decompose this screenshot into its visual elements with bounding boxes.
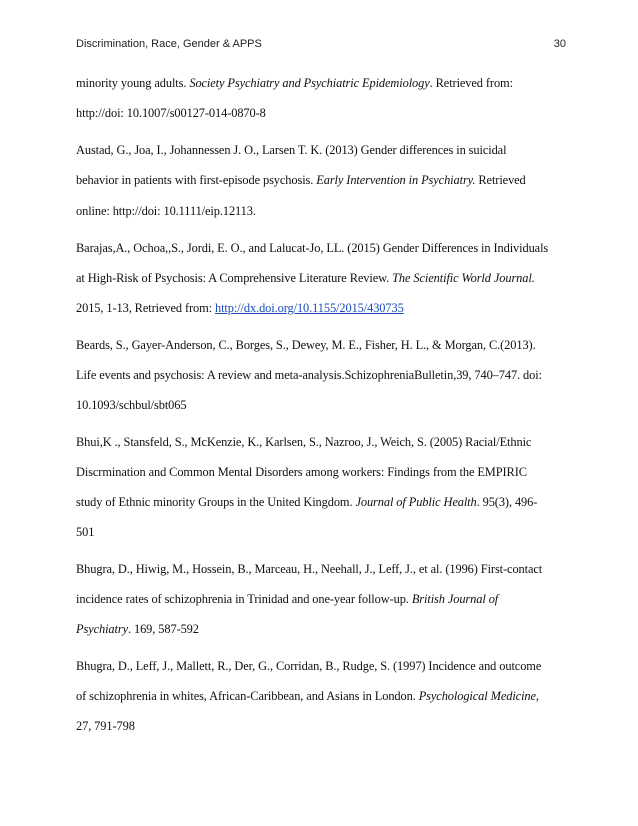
reference-line: Bhugra, D., Hiwig, M., Hossein, B., Marceau, H., Neehall, J., Leff, J., et al. (1996) First-contact: [76, 562, 543, 576]
journal-title: British Journal of: [411, 592, 499, 606]
reference-line: incidence rates of schizophrenia in Trinidad and one-year follow-up. British Journal of: [76, 592, 499, 606]
page-number: 30: [553, 38, 566, 50]
reference-line: 501: [76, 525, 95, 539]
journal-title: Journal of Public Health: [355, 495, 477, 509]
journal-title: Early Intervention in Psychiatry.: [316, 173, 476, 187]
reference-line: 10.1093/schbul/sbt065: [76, 398, 187, 412]
reference-line: Life events and psychosis: A review and meta-analysis.SchizophreniaBulletin,39, 740–747. doi:: [76, 368, 542, 382]
reference-line: 27, 791-798: [76, 719, 135, 733]
doi-link[interactable]: http://dx.doi.org/10.1155/2015/430735: [214, 301, 404, 315]
reference-line: Beards, S., Gayer-Anderson, C., Borges, S., Dewey, M. E., Fisher, H. L., & Morgan, C.(2013).: [76, 338, 536, 352]
running-header: [76, 38, 566, 50]
journal-title: Society Psychiatry and Psychiatric Epidemiology: [189, 76, 430, 90]
reference-line: http://doi: 10.1007/s00127-014-0870-8: [76, 106, 266, 120]
reference-line: Barajas,A., Ochoa,,S., Jordi, E. O., and Lalucat-Jo, LL. (2015) Gender Differences in Individuals: [76, 241, 549, 255]
reference-line: at High-Risk of Psychosis: A Comprehensive Literature Review. The Scientific World Journal.: [76, 271, 535, 285]
journal-title: Psychological Medicine,: [418, 689, 539, 703]
reference-line: online: http://doi: 10.1111/eip.12113.: [76, 204, 256, 218]
reference-line: Discrmination and Common Mental Disorders among workers: Findings from the EMPIRIC: [76, 465, 527, 479]
reference-line: Austad, G., Joa, I., Johannessen J. O., Larsen T. K. (2013) Gender differences in suicidal: [76, 143, 507, 157]
reference-line: Bhugra, D., Leff, J., Mallett, R., Der, G., Corridan, B., Rudge, S. (1997) Incidence and outcome: [76, 659, 542, 673]
reference-line: 2015, 1-13, Retrieved from: http://dx.doi.org/10.1155/2015/430735: [76, 301, 404, 315]
reference-line: of schizophrenia in whites, African-Caribbean, and Asians in London. Psychological Medicine,: [76, 689, 539, 703]
reference-line: study of Ethnic minority Groups in the United Kingdom. Journal of Public Health. 95(3), 496-: [76, 495, 538, 509]
running-head-title: Discrimination, Race, Gender & APPS: [76, 38, 262, 50]
reference-line: behavior in patients with first-episode psychosis. Early Intervention in Psychiatry. Retrieved: [76, 173, 526, 187]
journal-title: The Scientific World Journal.: [392, 271, 535, 285]
journal-title: Psychiatry: [76, 622, 128, 636]
reference-line: Bhui,K ., Stansfeld, S., McKenzie, K., Karlsen, S., Nazroo, J., Weich, S. (2005) Racial/Ethnic: [76, 435, 532, 449]
reference-line: Psychiatry. 169, 587-592: [76, 622, 199, 636]
reference-line: minority young adults. Society Psychiatry and Psychiatric Epidemiology. Retrieved from:: [76, 76, 513, 90]
